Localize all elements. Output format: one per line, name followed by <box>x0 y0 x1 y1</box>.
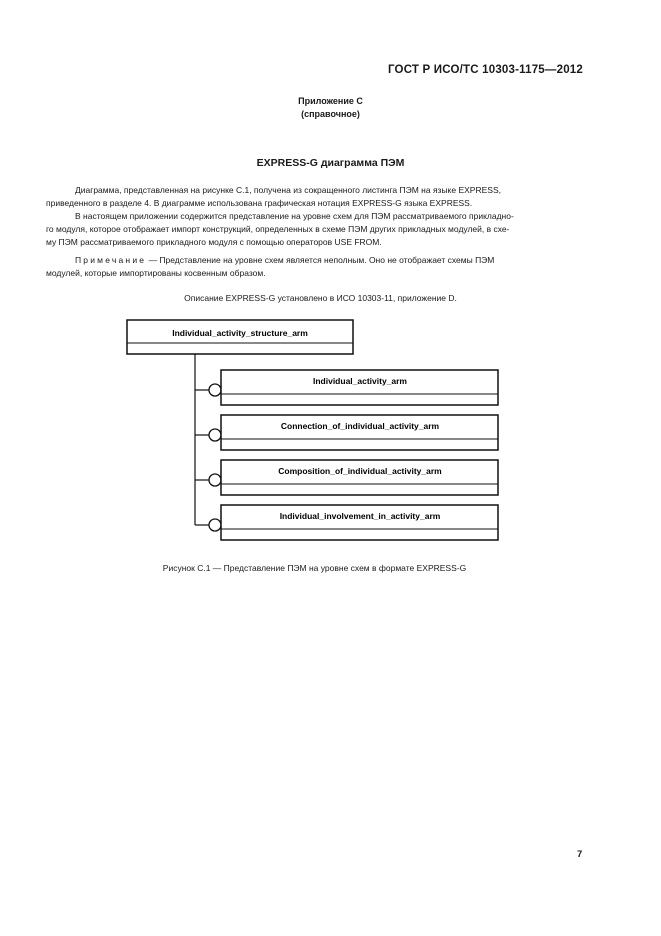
note-line-2: модулей, которые импортированы косвенным образом. <box>46 268 266 278</box>
relationship-circle <box>209 474 221 486</box>
root-entity-label: Individual_activity_structure_arm <box>172 328 308 338</box>
p2-line-2: го модуля, которое отображает импорт конструкций, определенных в схеме ПЭМ других прикладных модулей, в схе- <box>46 224 510 234</box>
root-entity-box <box>127 320 353 354</box>
p2-line-1: В настоящем приложении содержится представление на уровне схем для ПЭМ рассматриваемого прикладно- <box>75 211 514 221</box>
child-entity-label: Individual_activity_arm <box>312 376 408 386</box>
note-label: Примечание <box>75 255 147 265</box>
annex-subtitle: (справочное) <box>301 109 360 119</box>
annex-title: Приложение С <box>298 96 363 106</box>
standard-code: ГОСТ Р ИСО/ТС 10303-1175—2012 <box>387 64 583 76</box>
p1-line-1: Диаграмма, представленная на рисунке С.1, получена из сокращенного листинга ПЭМ на языке EXPRESS, <box>75 185 501 195</box>
child-entity-box <box>195 505 498 540</box>
child-entity-label: Individual_involvement_in_activity_arm <box>279 511 441 521</box>
relationship-circle <box>209 384 221 396</box>
express-g-description: Описание EXPRESS-G установлено в ИСО 10303-11, приложение D. <box>184 293 457 303</box>
section-heading: EXPRESS-G диаграмма ПЭМ <box>256 157 405 169</box>
child-entities <box>195 370 498 540</box>
child-entity-box <box>195 370 498 405</box>
child-entity-box <box>195 415 498 450</box>
note-text: — Представление на уровне схем является неполным. Оно не отображает схемы ПЭМ <box>146 255 495 265</box>
child-entity-label: Connection_of_individual_activity_arm <box>280 421 440 431</box>
child-entity-box <box>195 460 498 495</box>
figure-caption: Рисунок С.1 — Представление ПЭМ на уровне схем в формате EXPRESS-G <box>162 563 467 573</box>
p2-line-3: му ПЭМ рассматриваемого прикладного модуля с помощью операторов USE FROM. <box>46 237 382 247</box>
relationship-circle <box>209 519 221 531</box>
relationship-circle <box>209 429 221 441</box>
page-number: 7 <box>577 849 583 860</box>
child-entity-label: Composition_of_individual_activity_arm <box>278 466 442 476</box>
p1-line-2: приведенного в разделе 4. В диаграмме использована графическая нотация EXPRESS-G языка EXPRESS. <box>46 198 473 208</box>
